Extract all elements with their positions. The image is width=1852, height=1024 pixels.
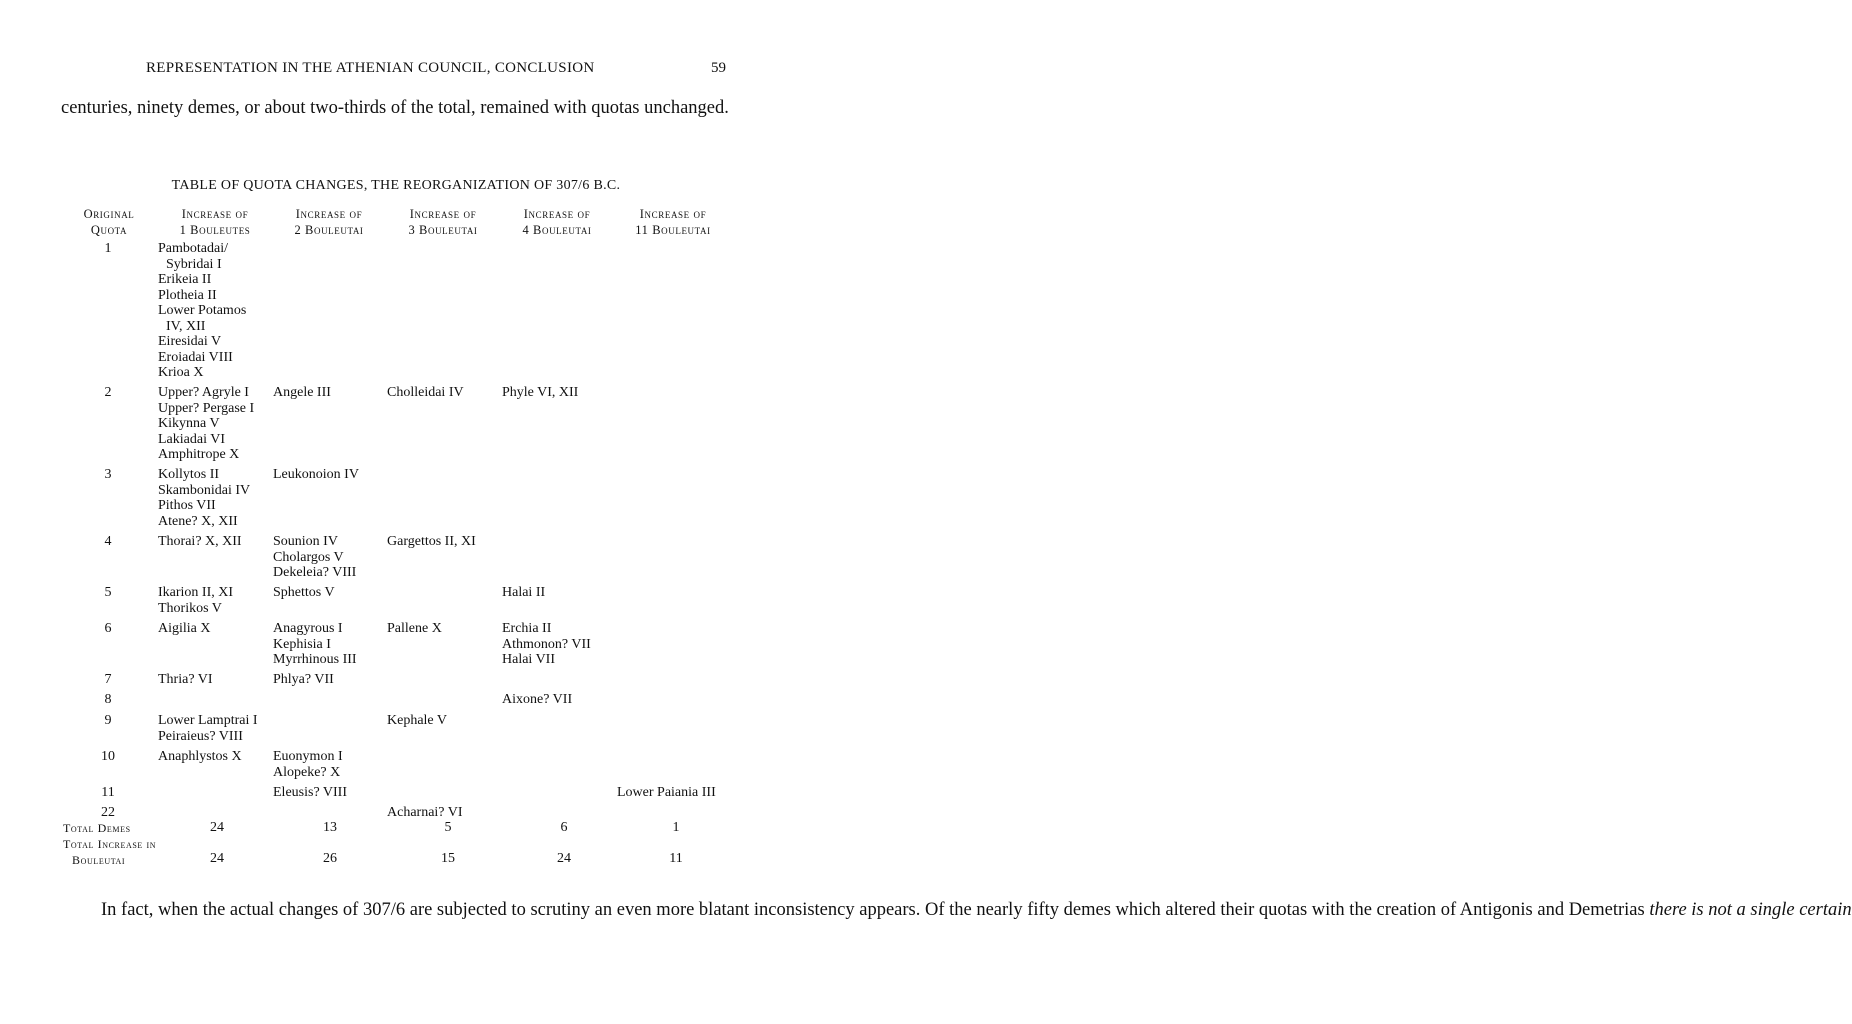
deme-entry: Thria? VI: [158, 672, 213, 687]
deme-entry: Kikynna V: [158, 416, 220, 431]
total-increase-label: Total Increase in: [63, 837, 157, 851]
deme-entry: Pallene X: [387, 621, 442, 636]
col-header-line: Increase of: [639, 207, 707, 221]
deme-entry: Thorai? X, XII: [158, 534, 242, 549]
row-quota: 3: [104, 467, 112, 482]
table-caption: TABLE OF QUOTA CHANGES, THE REORGANIZATION OF 307/6 B.C.: [171, 178, 621, 193]
deme-entry: Kephisia I: [273, 636, 331, 652]
deme-entry: Cholleidai IV: [387, 385, 464, 400]
paragraph-bottom-text: [61, 898, 1852, 922]
col-header-line: 11 Bouleutai: [635, 223, 711, 237]
deme-entry: Aixone? VII: [502, 692, 573, 707]
col-header-line: Increase of: [523, 207, 591, 221]
paragraph-bottom: [61, 898, 1852, 922]
deme-entry: Euonymon I: [273, 749, 343, 764]
col-header-inc2: [272, 206, 386, 238]
deme-entry: Atene? X, XII: [158, 513, 238, 529]
deme-entry: Pithos VII: [158, 498, 216, 513]
total-demes-value: 5: [444, 820, 452, 835]
table-cell: [502, 385, 578, 401]
deme-entry: Plotheia II: [158, 287, 217, 303]
col-header-line: Increase of: [295, 207, 363, 221]
table-cell: [158, 672, 213, 688]
deme-entry: Dekeleia? VIII: [273, 565, 357, 580]
deme-entry: Acharnai? VI: [387, 805, 463, 820]
deme-entry: Lower Lamptrai I: [158, 713, 258, 728]
paragraph-top: [61, 96, 731, 120]
total-increase-value: 11: [669, 851, 683, 866]
deme-entry: Phyle VI, XII: [502, 385, 579, 400]
running-header: REPRESENTATION IN THE ATHENIAN COUNCIL, CONCLUSION: [146, 60, 595, 76]
paragraph-bottom-roman: In fact, when the actual changes of 307/6 are subjected to scrutiny an even more blatant inconsistency appears. Of the nearly fifty demes which altered their quotas with the creation of Antigonis and Demetrias: [101, 900, 1650, 920]
total-increase-label: Bouleutai: [72, 853, 126, 867]
table-cell: [273, 585, 335, 601]
deme-entry: Peiraieus? VIII: [158, 728, 243, 744]
deme-entry: Angele III: [273, 385, 331, 400]
row-quota: 6: [104, 621, 112, 636]
deme-entry: Halai II: [502, 585, 546, 600]
col-header-line: 1 Bouleutes: [179, 223, 251, 237]
deme-entry: Kollytos II: [158, 467, 220, 482]
total-increase-value: 26: [323, 851, 337, 866]
row-quota: 11: [101, 785, 115, 800]
deme-entry: Lakiadai VI: [158, 431, 225, 447]
table-cell: [158, 713, 258, 744]
deme-entry: Leukonoion IV: [273, 467, 359, 482]
row-quota: 7: [104, 672, 112, 687]
deme-entry: Upper? Pergase I: [158, 400, 255, 416]
table-cell: [273, 534, 356, 581]
deme-entry: Eleusis? VIII: [273, 785, 347, 800]
total-increase-value: 15: [441, 851, 455, 866]
deme-entry: Phlya? VII: [273, 672, 334, 687]
col-header-inc4: [500, 206, 614, 238]
row-quota: 22: [101, 805, 115, 820]
table-cell: [273, 749, 343, 780]
table-cell: [273, 385, 331, 401]
col-header-line: Original: [83, 207, 135, 221]
row-quota: 5: [104, 585, 112, 600]
deme-entry: Sybridai I: [166, 256, 222, 272]
total-increase-value: 24: [557, 851, 571, 866]
deme-entry: Alopeke? X: [273, 764, 341, 780]
paragraph-bottom-italic: there is not a single certain: [1649, 900, 1852, 920]
deme-entry: Anagyrous I: [273, 621, 343, 636]
table-cell: [387, 385, 464, 401]
col-header-line: Increase of: [181, 207, 249, 221]
col-header-line: Quota: [90, 223, 128, 237]
total-demes-label: Total Demes: [63, 821, 131, 835]
deme-entry: IV, XII: [166, 318, 206, 334]
table-cell: [387, 534, 476, 550]
row-quota: 10: [101, 749, 115, 764]
deme-entry: Pambotadai/: [158, 241, 228, 256]
table-cell: [158, 241, 246, 381]
col-header-inc1: [158, 206, 272, 238]
table-cell: [158, 749, 242, 765]
table-cell: [387, 621, 442, 637]
col-header-line: 2 Bouleutai: [294, 223, 364, 237]
deme-entry: Krioa X: [158, 365, 204, 380]
table-cell: [502, 692, 572, 708]
deme-entry: Gargettos II, XI: [387, 534, 476, 549]
table-cell: [502, 585, 545, 601]
table-cell: [502, 621, 591, 668]
deme-entry: Skambonidai IV: [158, 482, 251, 498]
deme-entry: Anaphlystos X: [158, 749, 242, 764]
deme-entry: Eroiadai VIII: [158, 349, 233, 365]
deme-entry: Erikeia II: [158, 272, 212, 287]
row-quota: 2: [104, 385, 112, 400]
table-cell: [273, 672, 334, 688]
col-header-line: Increase of: [409, 207, 477, 221]
col-header-line: 4 Bouleutai: [522, 223, 592, 237]
col-header-inc11: [614, 206, 732, 238]
col-header-line: 3 Bouleutai: [408, 223, 478, 237]
table-cell: [387, 805, 463, 821]
deme-entry: Sounion IV: [273, 534, 338, 549]
deme-entry: Aigilia X: [158, 621, 211, 636]
total-demes-value: 1: [672, 820, 680, 835]
row-quota: 9: [104, 713, 112, 728]
paragraph-top-text: centuries, ninety demes, or about two-thirds of the total, remained with quotas unchanged.: [61, 98, 729, 118]
table-cell: [158, 467, 250, 529]
col-header-original-quota: [68, 206, 150, 238]
deme-entry: Sphettos V: [273, 585, 335, 600]
deme-entry: Lower Paiania III: [617, 785, 716, 800]
deme-entry: Cholargos V: [273, 549, 344, 565]
deme-entry: Halai VII: [502, 652, 555, 667]
table-cell: [158, 534, 242, 550]
table-cell: [273, 467, 359, 483]
total-increase-value: 24: [210, 851, 224, 866]
table-cell: [158, 585, 233, 616]
table-cell: [158, 621, 211, 637]
deme-entry: Athmonon? VII: [502, 636, 591, 652]
total-demes-value: 6: [560, 820, 568, 835]
deme-entry: Ikarion II, XI: [158, 585, 234, 600]
table-cell: [158, 385, 254, 463]
deme-entry: Myrrhinous III: [273, 652, 357, 667]
total-demes-value: 24: [210, 820, 224, 835]
deme-entry: Eiresidai V: [158, 334, 222, 349]
table-cell: [387, 713, 447, 729]
page-number: 59: [711, 60, 726, 76]
col-header-inc3: [386, 206, 500, 238]
table-cell: [273, 785, 347, 801]
deme-entry: Thorikos V: [158, 600, 222, 616]
deme-entry: Amphitrope X: [158, 447, 240, 462]
row-quota: 8: [104, 692, 112, 707]
row-quota: 1: [104, 241, 112, 256]
deme-entry: Kephale V: [387, 713, 447, 728]
deme-entry: Lower Potamos: [158, 303, 247, 318]
deme-entry: Upper? Agryle I: [158, 385, 249, 400]
row-quota: 4: [104, 534, 112, 549]
deme-entry: Erchia II: [502, 621, 552, 636]
table-cell: [273, 621, 357, 668]
total-demes-value: 13: [323, 820, 337, 835]
table-cell: [617, 785, 716, 801]
